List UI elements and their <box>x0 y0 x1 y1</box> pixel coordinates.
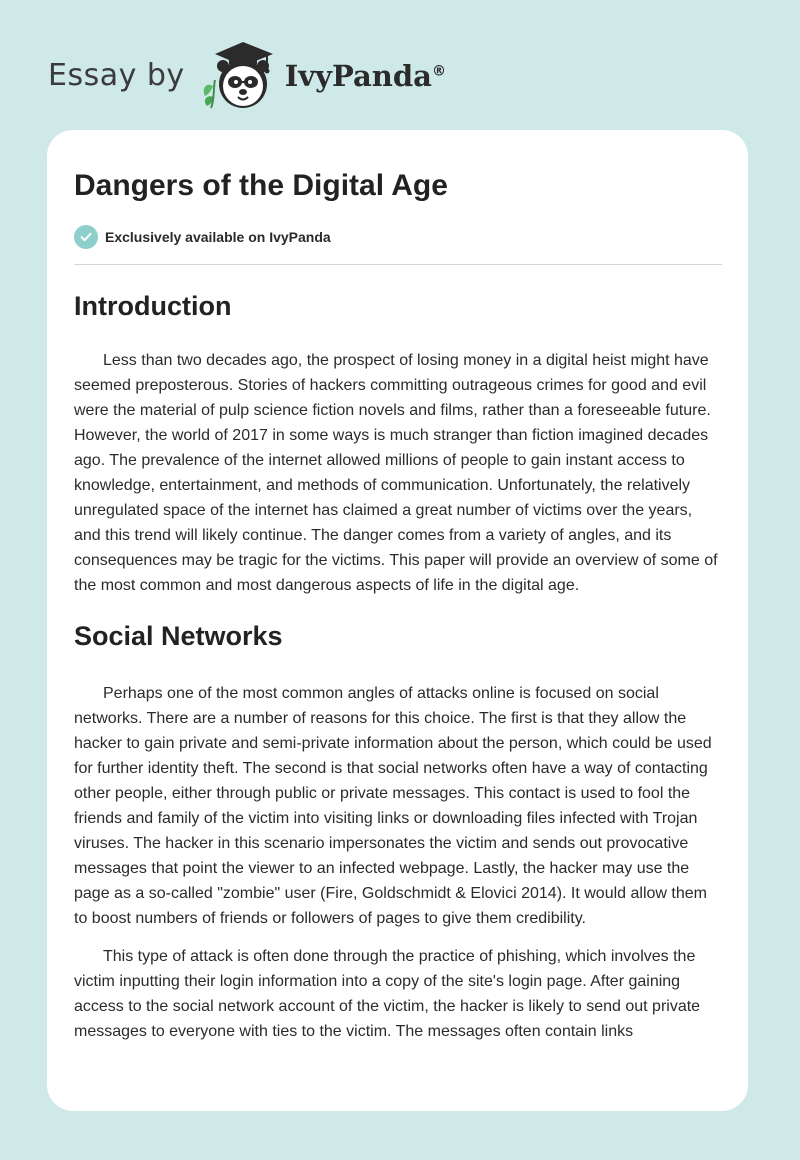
paragraph: This type of attack is often done through the practice of phishing, which involves the victim inputting their login information into a copy of the site's login page. After gaining access to the social network account of the victim, the hacker is likely to send out private messages to everyone with ties to the victim. The messages often contain links <box>74 948 701 1040</box>
brand-name-text: IvyPanda <box>284 59 432 93</box>
section-heading-introduction: Introduction <box>74 291 232 321</box>
paragraph: Perhaps one of the most common angles of attacks online is focused on social networks. There are a number of reasons for this choice. The first is that they allow the hacker to gain private and semi-private information about the person, which could be used for further identity theft. The second is that social networks often have a way of contacting other people, either through public or private messages. This contact is used to fool the friends and family of the victim into visiting links or downloading files infected with Trojan viruses. The hacker in this scenario impersonates the victim and sends out provocative messages that point the viewer to an infected webpage. Lastly, the hacker may use the page as a so-called "zombie" user (Fire, Goldschmidt & Elovici 2014). It would allow them to boost numbers of friends or followers of pages to give them credibility. <box>74 685 712 927</box>
brand-header <box>48 34 446 114</box>
exclusive-badge-row <box>74 224 722 250</box>
registered-mark: ® <box>431 63 446 80</box>
panda-graduation-cap-icon <box>199 36 283 112</box>
essay-card <box>47 130 748 1111</box>
divider <box>74 264 722 265</box>
paragraph: Less than two decades ago, the prospect of losing money in a digital heist might have seemed preposterous. Stories of hackers committing outrageous crimes for good and evil were the material of pulp science fiction novels and films, rather than a foreseeable future. However, the world of 2017 in some ways is much stranger than fiction imagined decades ago. The prevalence of the internet allowed millions of people to gain instant access to knowledge, entertainment, and methods of communication. Unfortunately, the relatively unregulated space of the internet has claimed a great number of victims over the years, and this trend will likely continue. The danger comes from a variety of angles, and its consequences may be tragic for the victims. This paper will provide an overview of some of the most common and most dangerous aspects of life in the digital age. <box>74 352 718 594</box>
section-heading-social-networks: Social Networks <box>74 621 283 651</box>
brand-name <box>285 59 446 93</box>
exclusive-label: Exclusively available on IvyPanda <box>105 229 331 245</box>
essay-title: Dangers of the Digital Age <box>74 169 448 202</box>
essay-content <box>47 130 748 1044</box>
brand-prefix: Essay by <box>48 57 185 93</box>
check-circle-icon <box>74 225 98 249</box>
